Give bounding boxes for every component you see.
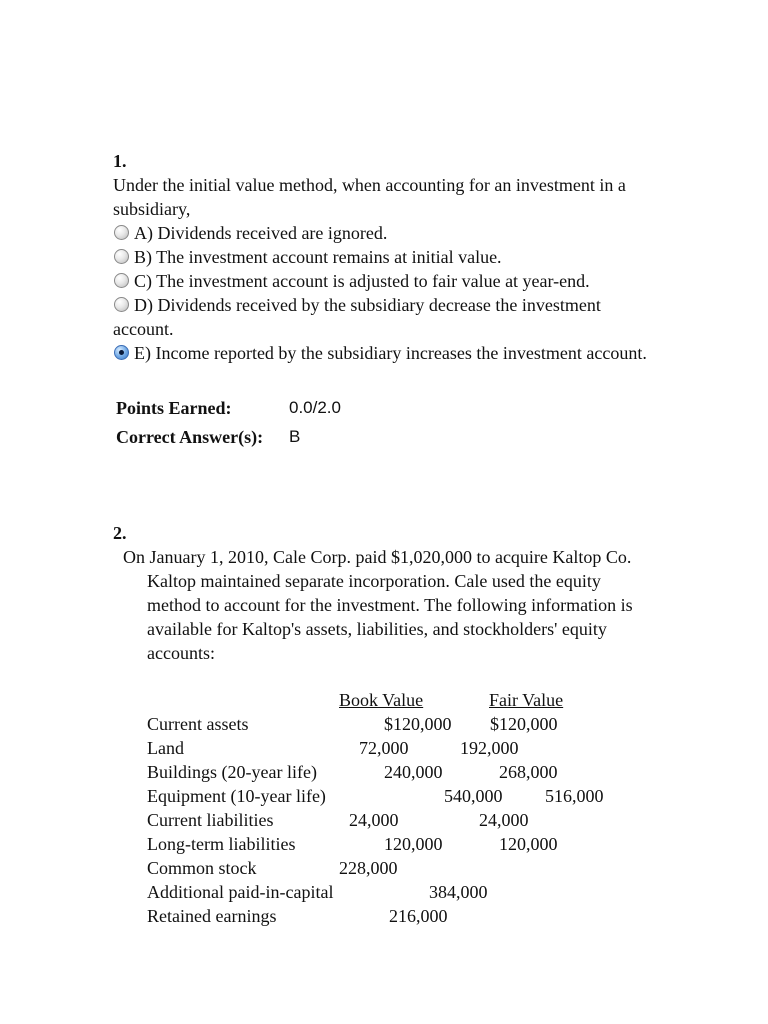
question-2 bbox=[123, 545, 643, 665]
option-label: C) The investment account is adjusted to fair value at year-end. bbox=[134, 271, 590, 291]
question-1 bbox=[113, 149, 658, 365]
book-value-header: Book Value bbox=[339, 690, 424, 710]
correct-answer-label: Correct Answer(s): bbox=[116, 427, 264, 447]
row-fair-value: 268,000 bbox=[499, 762, 558, 782]
fair-value-header: Fair Value bbox=[489, 690, 564, 710]
row-book-value: 240,000 bbox=[384, 762, 443, 782]
answer-option-c[interactable] bbox=[113, 269, 658, 293]
radio-checked-icon[interactable] bbox=[114, 345, 129, 360]
table-row bbox=[147, 856, 647, 880]
answer-option-a[interactable] bbox=[113, 221, 658, 245]
question-stem: Under the initial value method, when accounting for an investment in a subsidiary, bbox=[113, 175, 626, 219]
table-row bbox=[147, 784, 647, 808]
row-item: Retained earnings bbox=[147, 906, 277, 926]
row-fair-value: $120,000 bbox=[490, 714, 558, 734]
correct-answer-value: B bbox=[289, 427, 301, 446]
radio-unchecked-icon[interactable] bbox=[114, 297, 129, 312]
radio-unchecked-icon[interactable] bbox=[114, 249, 129, 264]
points-earned-value: 0.0/2.0 bbox=[289, 398, 341, 417]
question-number: 2. bbox=[113, 523, 127, 543]
option-label: B) The investment account remains at initial value. bbox=[134, 247, 502, 267]
balance-sheet-table bbox=[147, 688, 647, 928]
row-item: Current assets bbox=[147, 714, 249, 734]
table-row bbox=[147, 832, 647, 856]
row-item: Current liabilities bbox=[147, 810, 274, 830]
question-number: 1. bbox=[113, 151, 127, 171]
option-label: A) Dividends received are ignored. bbox=[134, 223, 388, 243]
row-fair-value: 120,000 bbox=[499, 834, 558, 854]
row-book-value: 384,000 bbox=[429, 882, 488, 902]
answer-option-b[interactable] bbox=[113, 245, 658, 269]
question-stem: On January 1, 2010, Cale Corp. paid $1,020,000 to acquire Kaltop Co. Kaltop maintained separate incorporation. Cale used the equity method to account for the investment. The following information is available for Kaltop's assets, liabilities, and stockholders' equity accounts: bbox=[123, 547, 633, 663]
row-item: Land bbox=[147, 738, 184, 758]
row-book-value: $120,000 bbox=[384, 714, 452, 734]
row-book-value: 540,000 bbox=[444, 786, 503, 806]
table-row bbox=[147, 760, 647, 784]
table-header bbox=[147, 688, 647, 712]
radio-unchecked-icon[interactable] bbox=[114, 273, 129, 288]
answer-option-e[interactable] bbox=[113, 341, 658, 365]
table-row bbox=[147, 712, 647, 736]
table-row bbox=[147, 736, 647, 760]
row-fair-value: 516,000 bbox=[545, 786, 604, 806]
answer-option-d[interactable] bbox=[113, 293, 658, 341]
table-row bbox=[147, 880, 647, 904]
row-fair-value: 192,000 bbox=[460, 738, 519, 758]
radio-unchecked-icon[interactable] bbox=[114, 225, 129, 240]
row-fair-value: 24,000 bbox=[479, 810, 529, 830]
row-item: Common stock bbox=[147, 858, 257, 878]
option-label: D) Dividends received by the subsidiary decrease the investment account. bbox=[113, 295, 601, 339]
points-earned-label: Points Earned: bbox=[116, 398, 232, 418]
row-item: Equipment (10-year life) bbox=[147, 786, 326, 806]
option-label: E) Income reported by the subsidiary increases the investment account. bbox=[134, 343, 647, 363]
row-item: Long-term liabilities bbox=[147, 834, 296, 854]
row-book-value: 72,000 bbox=[359, 738, 409, 758]
row-item: Additional paid-in-capital bbox=[147, 882, 334, 902]
table-row bbox=[147, 904, 647, 928]
table-row bbox=[147, 808, 647, 832]
row-book-value: 120,000 bbox=[384, 834, 443, 854]
row-item: Buildings (20-year life) bbox=[147, 762, 317, 782]
row-book-value: 216,000 bbox=[389, 906, 448, 926]
row-book-value: 24,000 bbox=[349, 810, 399, 830]
row-book-value: 228,000 bbox=[339, 858, 398, 878]
